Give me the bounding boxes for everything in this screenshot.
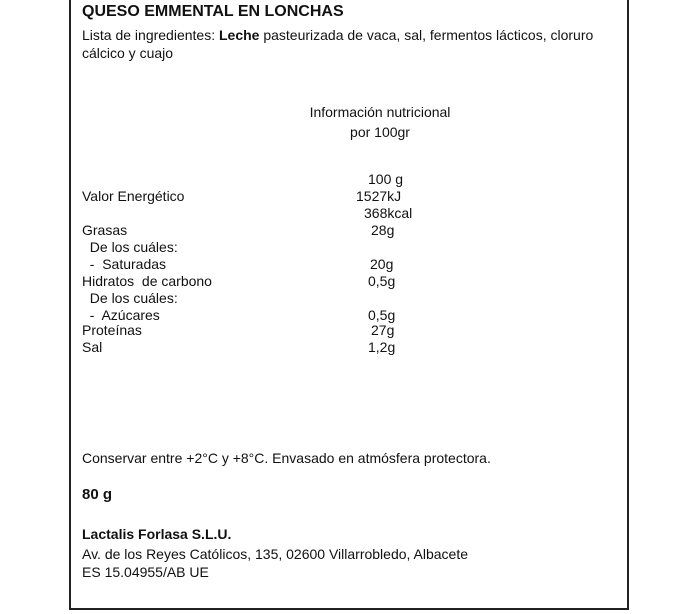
nutrition-row-label: Sal [82, 339, 103, 355]
nutrition-row-value: 20g [370, 256, 394, 272]
nutrition-row-label: Hidratos de carbono [82, 273, 212, 289]
nutrition-column-header: 100 g [368, 171, 404, 187]
nutrition-row-value: 1,2g [368, 339, 396, 355]
nutrition-subheading: por 100gr [350, 124, 410, 140]
net-weight: 80 g [82, 486, 113, 503]
nutrition-row-value: 27g [371, 322, 395, 338]
nutrition-row-label: De los cuáles: [82, 290, 178, 306]
nutrition-row-value: 368kcal [364, 205, 413, 221]
storage-instructions: Conservar entre +2°C y +8°C. Envasado en atmósfera protectora. [82, 450, 491, 466]
nutrition-row-value: 1527kJ [356, 188, 402, 204]
nutrition-heading: Información nutricional [309, 104, 451, 120]
company-name: Lactalis Forlasa S.L.U. [82, 526, 232, 542]
nutrition-row-label: Proteínas [82, 322, 142, 338]
ingredients-highlight: Leche [218, 27, 260, 43]
nutrition-row-value: 28g [371, 222, 395, 238]
nutrition-row-label: - Saturadas [82, 256, 167, 272]
ingredients-rest: pasteurizada de vaca, sal, fermentos lácticos, cloruro cálcico y cuajo [82, 27, 594, 61]
company-registry: ES 15.04955/AB UE [82, 564, 209, 580]
product-title: QUESO EMMENTAL EN LONCHAS [82, 3, 344, 20]
ingredients-prefix: Lista de ingredientes: [82, 27, 219, 43]
nutrition-row-label: Valor Energético [82, 188, 185, 204]
nutrition-row-value: 0,5g [368, 273, 396, 289]
nutrition-row-label: Grasas [82, 222, 128, 238]
ingredients-list [82, 26, 602, 62]
nutrition-row-value: 0,5g [368, 307, 396, 323]
nutrition-row-label: - Azúcares [82, 307, 160, 323]
company-address: Av. de los Reyes Católicos, 135, 02600 Villarrobledo, Albacete [82, 546, 469, 562]
nutrition-row-label: De los cuáles: [82, 239, 178, 255]
